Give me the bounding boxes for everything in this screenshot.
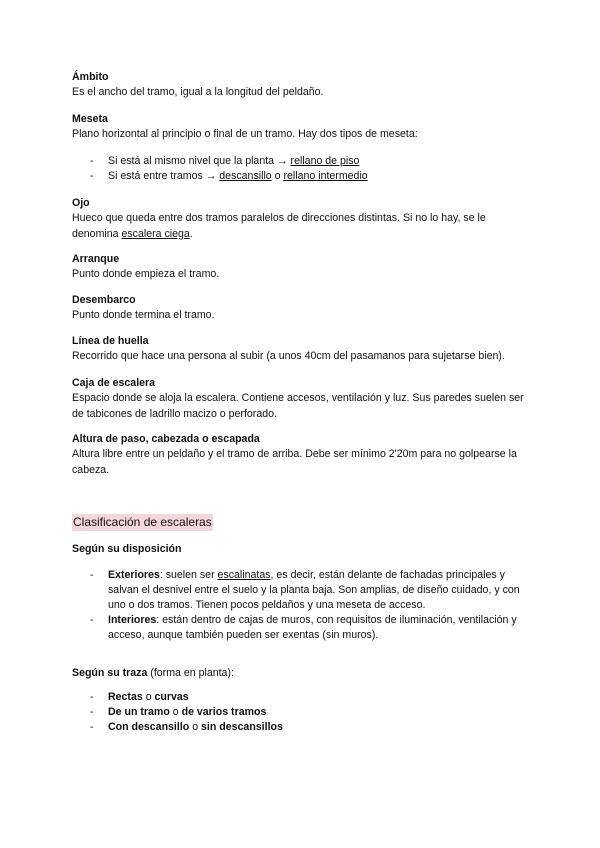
list-item: - Interiores: están dentro de cajas de muros, con requisitos de iluminación, ventilación y acceso, aunque también pueden ser exentas (sin muros). bbox=[90, 614, 517, 641]
term-linea-huella bbox=[72, 334, 532, 365]
term-ojo bbox=[72, 196, 532, 242]
term-arranque bbox=[72, 252, 532, 283]
term-definition: Hueco que queda entre dos tramos paralelos de direcciones distintas. Si no lo hay, se le denomina escalera ciega. bbox=[72, 212, 486, 240]
disposicion-list bbox=[72, 568, 532, 643]
traza-list bbox=[72, 690, 532, 735]
term-definition: Recorrido que hace una persona al subir (a unos 40cm del pasamanos para sujetarse bien). bbox=[72, 350, 505, 362]
list-item: - Con descansillo o sin descansillos bbox=[90, 721, 283, 733]
term-altura-paso bbox=[72, 432, 532, 478]
term-title: Caja de escalera bbox=[72, 377, 156, 389]
subsection-disposicion bbox=[72, 543, 532, 643]
subsection-traza bbox=[72, 667, 532, 735]
item-keyword: Exteriores bbox=[108, 569, 160, 581]
underlined-term: escalera ciega bbox=[121, 227, 190, 240]
term-title: Desembarco bbox=[72, 294, 136, 306]
list-item: - Rectas o curvas bbox=[90, 691, 189, 703]
list-item: - Si está entre tramos → descansillo o rellano intermedio bbox=[90, 169, 368, 182]
term-meseta bbox=[72, 112, 532, 184]
term-title: Arranque bbox=[72, 253, 120, 265]
list-item: - Si está al mismo nivel que la planta → rellano de piso bbox=[90, 154, 360, 167]
dash-marker: - bbox=[90, 169, 94, 182]
term-definition: Punto donde empieza el tramo. bbox=[72, 268, 220, 280]
dash-marker: - bbox=[90, 154, 94, 167]
subsection-title: Según su disposición bbox=[72, 543, 182, 555]
term-definition: Es el ancho del tramo, igual a la longitud del peldaño. bbox=[72, 86, 324, 98]
list-item: - Exteriores: suelen ser escalinatas, es decir, están delante de fachadas principales y salvan el desnivel entre el suelo y la planta baja. Son amplias, de diseño cuidado, y con uno o dos tramos. Tienen pocos peldaños y una meseta de acceso. bbox=[90, 569, 520, 611]
term-definition: Espacio donde se aloja la escalera. Contiene accesos, ventilación y luz. Sus paredes suelen ser de tabicones de ladrillo macizo o perforado. bbox=[72, 392, 524, 420]
list-item: - De un tramo o de varios tramos bbox=[90, 706, 267, 718]
term-ambito bbox=[72, 70, 532, 101]
term-desembarco bbox=[72, 293, 532, 324]
term-title: Ámbito bbox=[72, 71, 109, 83]
term-definition: Altura libre entre un peldaño y el tramo de arriba. Debe ser mínimo 2'20m para no golpearse la cabeza. bbox=[72, 448, 517, 476]
dash-marker: - bbox=[90, 614, 94, 626]
dash-marker: - bbox=[90, 569, 94, 581]
term-title: Meseta bbox=[72, 113, 108, 125]
underlined-term: escalinatas bbox=[217, 569, 271, 581]
underlined-term: rellano intermedio bbox=[283, 169, 368, 182]
underlined-term: rellano de piso bbox=[290, 154, 360, 167]
term-caja-escalera bbox=[72, 376, 532, 422]
meseta-list bbox=[72, 154, 532, 184]
item-keyword: Interiores bbox=[108, 614, 157, 626]
term-title: Línea de huella bbox=[72, 335, 149, 347]
dash-marker: - bbox=[90, 706, 94, 718]
term-title: Altura de paso, cabezada o escapada bbox=[72, 433, 260, 445]
subsection-title: Según su traza (forma en planta): bbox=[72, 667, 234, 679]
term-title: Ojo bbox=[72, 197, 90, 209]
section-heading: Clasificación de escaleras bbox=[73, 515, 212, 529]
underlined-term: descansillo bbox=[219, 169, 272, 182]
term-definition: Plano horizontal al principio o final de un tramo. Hay dos tipos de meseta: bbox=[72, 128, 418, 140]
term-definition: Punto donde termina el tramo. bbox=[72, 309, 215, 321]
dash-marker: - bbox=[90, 721, 94, 733]
dash-marker: - bbox=[90, 691, 94, 703]
